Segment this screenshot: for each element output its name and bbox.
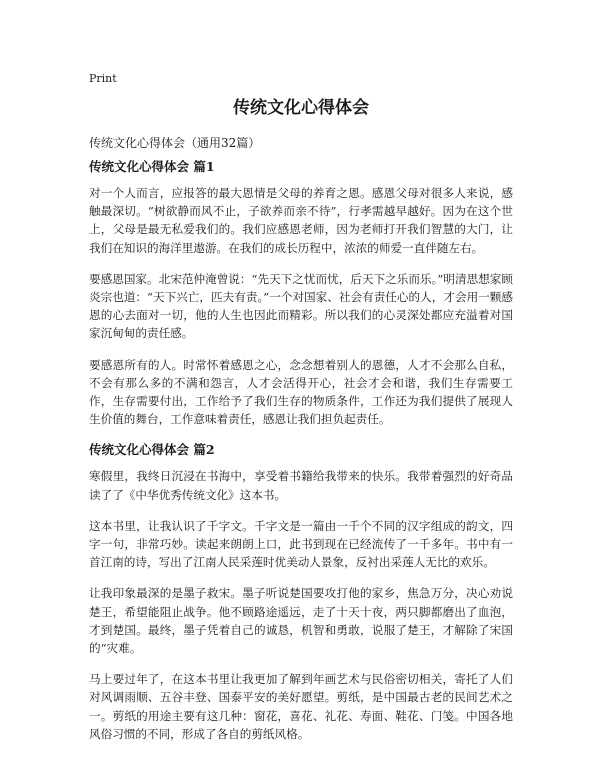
section-heading: 传统文化心得体会 篇2 <box>89 442 215 458</box>
paragraph: 马上要过年了，在这本书里让我更加了解到年画艺术与民俗密切相关，寄托了人们对风调雨顺、五谷丰登、国泰平安的美好愿望。剪纸，是中国最古老的民间艺术之一。剪纸的用途主要有这几种：窗花，喜花、礼花、寿面、鞋花、门笺。中国各地风俗习惯的不同，形成了各自的剪纸风格。 <box>89 672 513 741</box>
document-body <box>89 158 513 756</box>
paragraph: 对一个人而言，应报答的最大恩情是父母的养育之恩。感恩父母对很多人来说，感触最深切。“树欲静而风不止，子欲养而亲不待”，行孝需越早越好。因为在这个世上，父母是最无私爱我们的。我们应感恩老师，因为老师打开我们智慧的大门，让我们在知识的海洋里遨游。在我们的成长历程中，浓浓的师爱一直伴随左右。 <box>89 186 513 255</box>
section-2 <box>89 441 513 743</box>
paragraph: 要感恩所有的人。时常怀着感恩之心，念念想着别人的恩德，人才不会那么自私，不会有那么多的不满和怨言，人才会活得开心，社会才会和谐，我们生存需要工作，生存需要付出，工作给予了我们生存的物质条件，工作还为我们提供了展现人生价值的舞台，工作意味着责任，感恩让我们担负起责任。 <box>89 357 513 427</box>
paragraph: 这本书里，让我认识了千字文。千字文是一篇由一千个不同的汉字组成的韵文，四字一句，非常巧妙。读起来朗朗上口，此书到现在已经流传了一千多年。书中有一首江南的诗，写出了江南人民采莲时优美动人景象，反衬出采莲人无比的欢乐。 <box>89 518 513 570</box>
section-1 <box>89 158 513 428</box>
paragraph: 寒假里，我终日沉浸在书海中，享受着书籍给我带来的快乐。我带着强烈的好奇品读了了《中华优秀传统文化》这本书。 <box>89 469 513 502</box>
section-heading: 传统文化心得体会 篇1 <box>89 159 215 174</box>
paragraph: 要感恩国家。北宋范仲淹曾说：“先天下之忧而忧，后天下之乐而乐。”明清思想家顾炎宗也道：“天下兴亡，匹夫有责。”一个对国家、社会有责任心的人，才会用一颗感恩的心去面对一切，他的人生也因此而精彩。所以我们的心灵深处都应充溢着对国家沉甸甸的责任感。 <box>89 271 513 341</box>
page-title: 传统文化心得体会 <box>233 98 369 118</box>
document-subtitle: 传统文化心得体会（通用32篇） <box>89 136 261 150</box>
paragraph: 让我印象最深的是墨子救宋。墨子听说楚国要攻打他的家乡，焦急万分，决心劝说楚王，希望能阻止战争。他不顾路途遥远，走了十天十夜，两只脚都磨出了血泡，才到楚国。最终，墨子凭着自己的诚恳，机智和勇敢，说服了楚王，才解除了宋国的“灾难。 <box>89 586 513 656</box>
print-link[interactable]: Print <box>89 72 117 85</box>
